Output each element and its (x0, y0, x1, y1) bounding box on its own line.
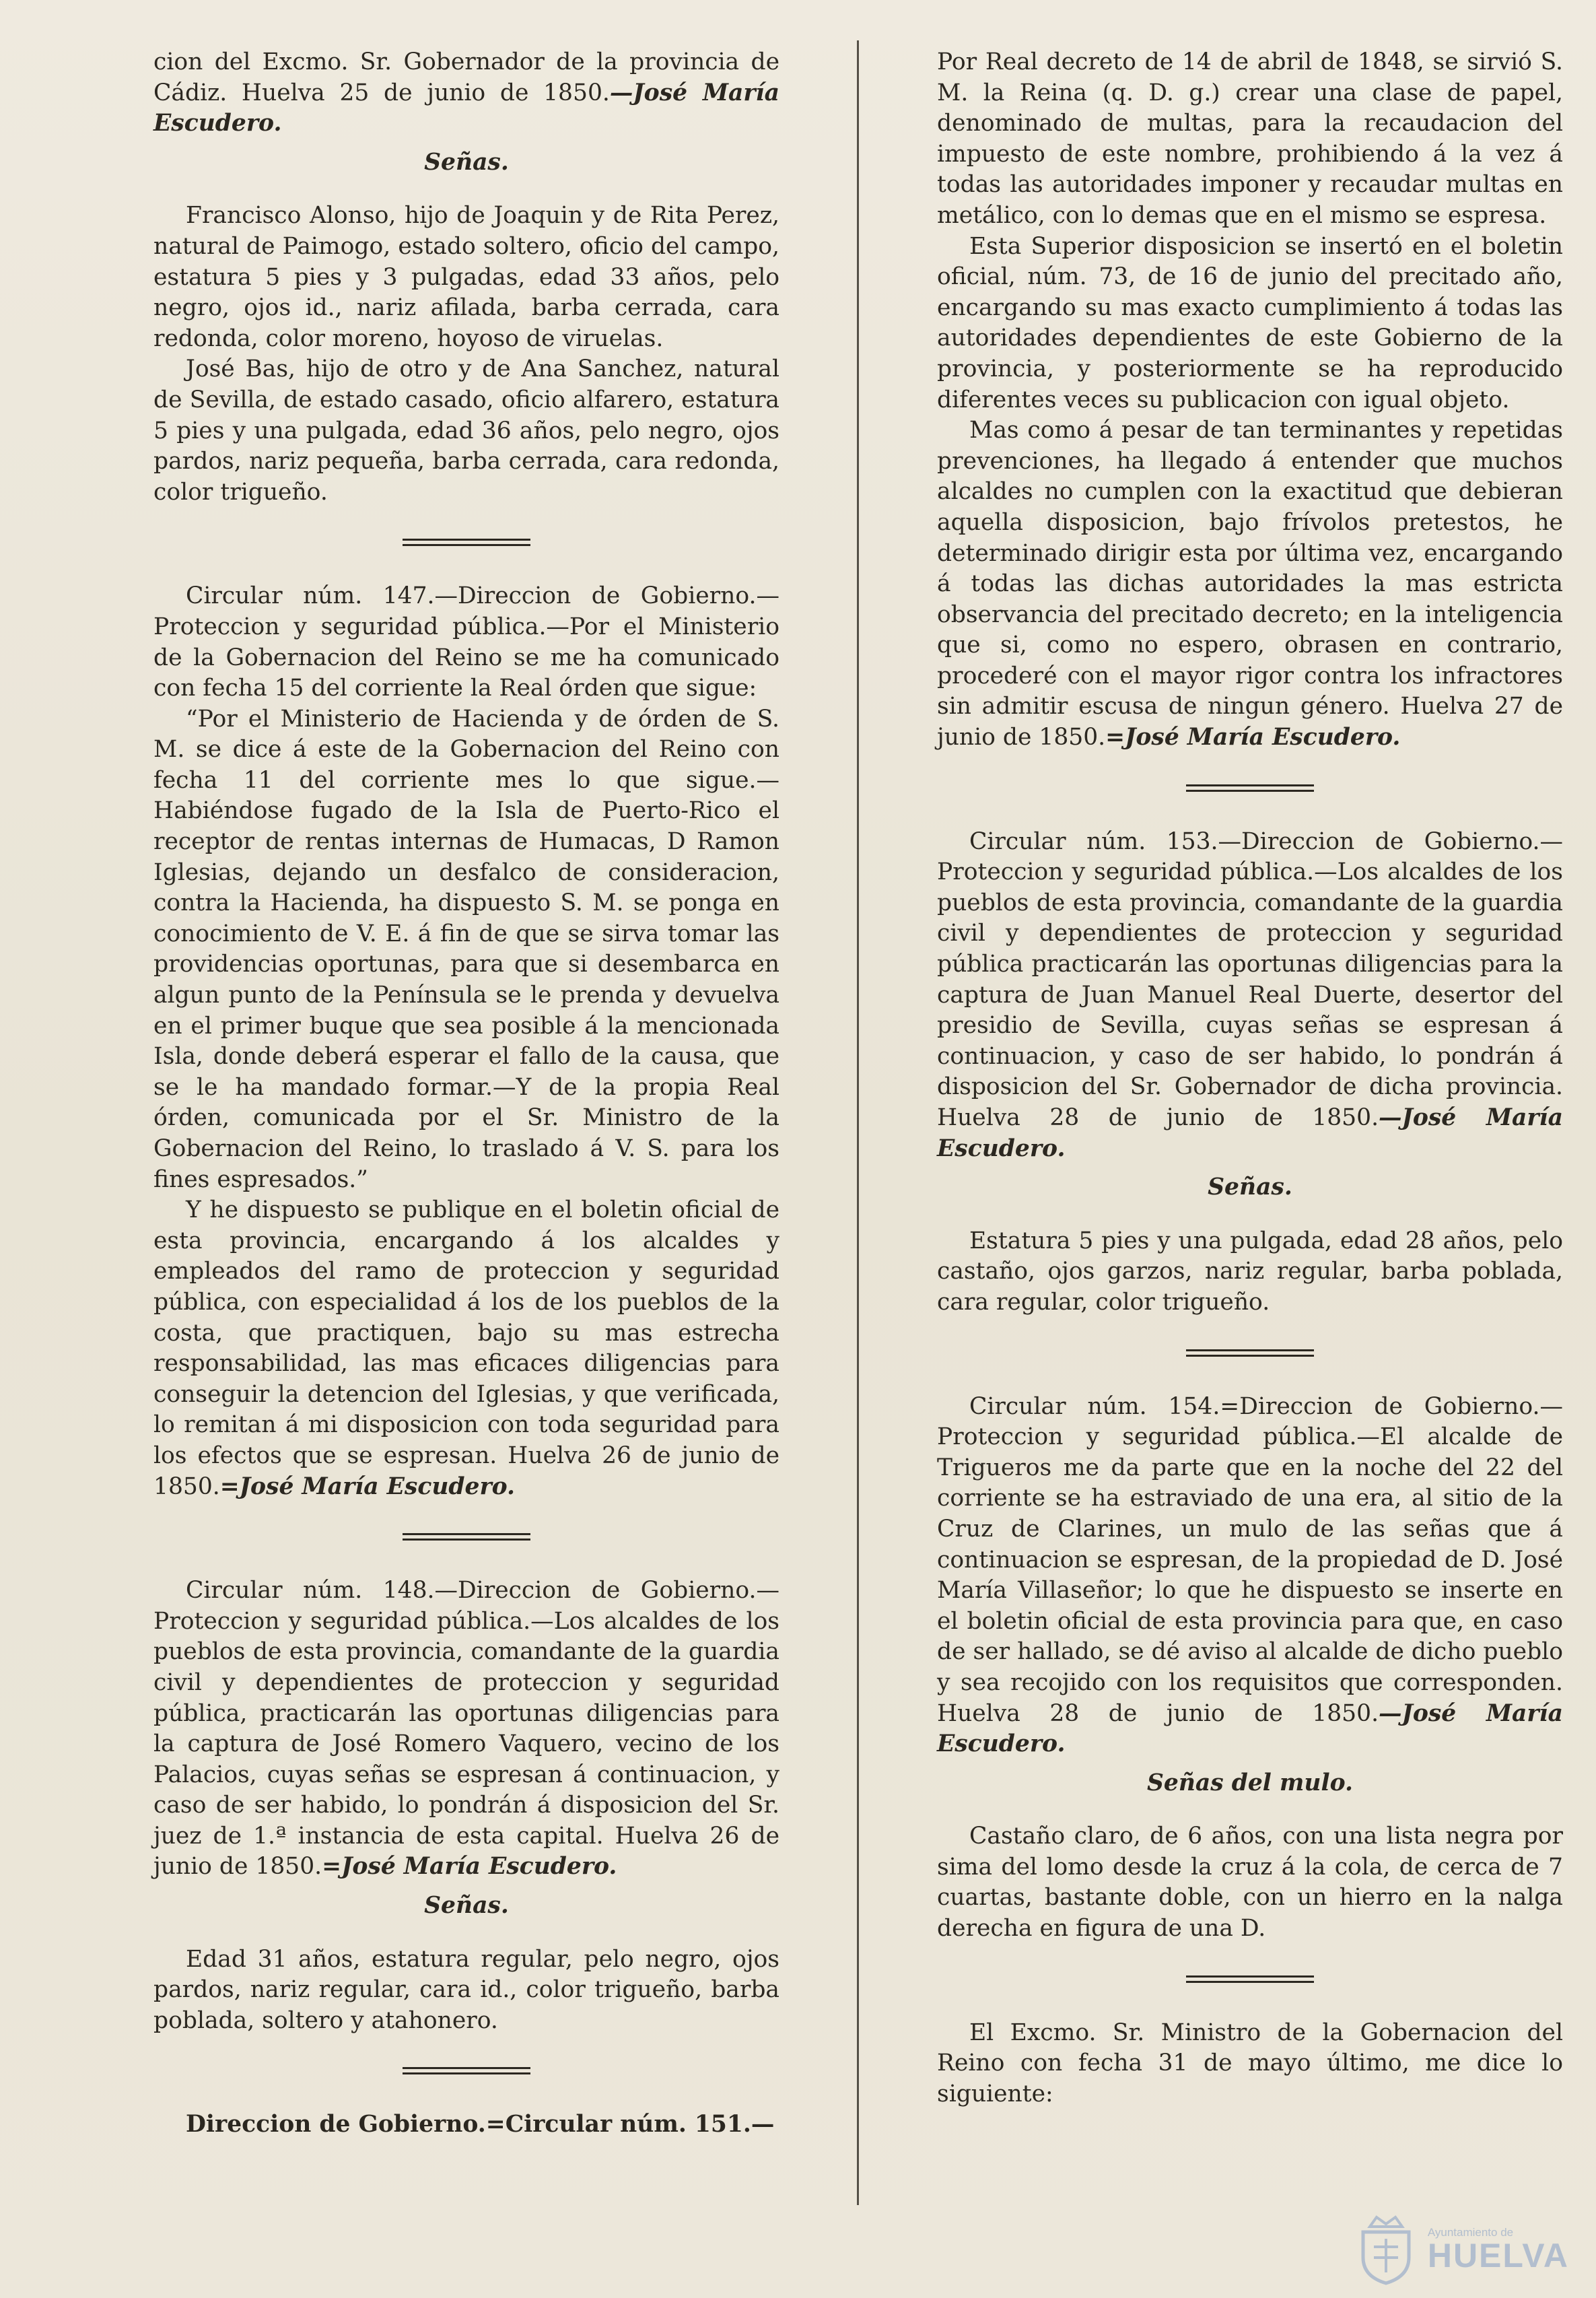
right-column (937, 47, 1563, 2109)
senas-heading: Señas del mulo. (1146, 1769, 1354, 1796)
circular-151-paragraph: Por Real decreto de 14 de abril de 1848, se sirvió S. M. la Reina (q. D. g.) crear una clase de papel, denominado de multas, para la recaudacion del impuesto de este nombre, prohibiendo á la vez á todas las autoridades imponer y recaudar multas en metálico, con lo demas que en el mismo se espresa. (937, 48, 1563, 229)
section-rule (403, 2067, 530, 2074)
crest-icon (1354, 2212, 1418, 2286)
senas-heading: Señas. (1208, 1174, 1292, 1201)
closing-paragraph: El Excmo. Sr. Ministro de la Gobernacion del Reino con fecha 31 de mayo último, me dice lo siguiente: (937, 2019, 1563, 2107)
section-rule (1186, 784, 1314, 792)
section-rule (1186, 1975, 1314, 1983)
circular-148-paragraph: Circular núm. 148.—Direccion de Gobierno.—Proteccion y seguridad pública.—Los alcaldes de los pueblos de esta provincia, comandante de la guardia civil y dependientes de proteccion y seguridad pública, practicarán las oportunas diligencias para la captura de José Romero Vaquero, vecino de los Palacios, cuyas señas se espresan á continuacion, y caso de ser habido, lo pondrán á disposicion del Sr. juez de 1.ª instancia de esta capital. Huelva 26 de junio de 1850.=José María Escudero. (153, 1577, 779, 1881)
circular-151-paragraph: Esta Superior disposicion se insertó en el boletin oficial, núm. 73, de 16 de junio del precitado año, encargando su mas exacto cumplimiento á todas las autoridades dependientes de este Gobierno de la provincia, y posteriormente se ha reproducido diferentes veces su publicacion con igual objeto. (937, 232, 1563, 413)
description-paragraph: José Bas, hijo de otro y de Ana Sanchez, natural de Sevilla, de estado casado, oficio alfarero, estatura 5 pies y una pulgada, edad 36 años, pelo negro, ojos pardos, nariz pequeña, barba cerrada, cara redonda, color trigueño. (153, 356, 779, 506)
senas-heading: Señas. (424, 148, 509, 176)
stamp-text: Ayuntamiento de HUELVA (1427, 2226, 1569, 2274)
circular-151-lead: Direccion de Gobierno.=Circular núm. 151.— (186, 2111, 775, 2138)
circular-147-quote: “Por el Ministerio de Hacienda y de órden de S. M. se dice á este de la Gobernacion del Reino con fecha 11 del corriente mes lo que sigue.—Habiéndose fugado de la Isla de Puerto-Rico el receptor de rentas internas de Humacas, D Ramon Iglesias, dejando un desfalco de consideracion, contra la Hacienda, ha dispuesto S. M. se ponga en conocimiento de V. E. á fin de que se sirva tomar las providencias oportunas, para que si desembarca en algun punto de la Península se le prenda y devuelva en el primer buque que sea posible á la mencionada Isla, donde deberá esperar el fallo de la causa, que se le ha mandado formar.—Y de la propia Real órden, comunicada por el Sr. Ministro de la Gobernacion del Reino, lo traslado á V. S. para los fines espresados.” (153, 705, 779, 1193)
circular-154-paragraph: Circular núm. 154.=Direccion de Gobierno.—Proteccion y seguridad pública.—El alcalde de Trigueros me da parte que en la noche del 22 del corriente se ha estraviado de una era, al sitio de la Cruz de Clarines, un mulo de las señas que á continuacion se espresan, de la propiedad de D. José María Villaseñor; lo que he dispuesto se inserte en el boletin oficial de esta provincia para que, en caso de ser hallado, se dé aviso al alcalde de dicho pueblo y sea recojido con los requisitos que corresponden. Huelva 28 de junio de 1850.—José María Escudero. (937, 1392, 1564, 1758)
circular-151-paragraph: Mas como á pesar de tan terminantes y repetidas prevenciones, ha llegado á entender que muchos alcaldes no cumplen con la exactitud que debieran aquella disposicion, bajo frívolos pretestos, he determinado dirigir esta por última vez, encargando á todas las dichas autoridades la mas estricta observancia del precitado decreto; en la inteligencia que si, como no espero, obrasen en contrario, procederé con el mayor rigor contra los infractores sin admitir escusa de ningun género. Huelva 27 de junio de 1850.=José María Escudero. (937, 417, 1563, 751)
circular-147-paragraph: Circular núm. 147.—Direccion de Gobierno.—Proteccion y seguridad pública.—Por el Ministerio de la Gobernacion del Reino se me ha comunicado con fecha 15 del corriente la Real órden que sigue: (153, 582, 779, 702)
section-rule (403, 539, 530, 546)
left-column (153, 47, 779, 2140)
senas-heading: Señas. (424, 1892, 509, 1920)
intro-paragraph: cion del Excmo. Sr. Gobernador de la provincia de Cádiz. Huelva 25 de junio de 1850.—José María Escudero. (153, 48, 779, 137)
section-rule (1186, 1349, 1314, 1357)
circular-147-order: Y he dispuesto se publique en el boletin oficial de esta provincia, encargando á los alcaldes y empleados del ramo de proteccion y seguridad pública, con especialidad á los de los pueblos de la costa, que practiquen, bajo su mas estrecha responsabilidad, las mas eficaces diligencias para conseguir la detencion del Iglesias, y que verificada, lo remitan á mi disposicion con toda seguridad para los efectos que se espresan. Huelva 26 de junio de 1850.=José María Escudero. (153, 1196, 779, 1500)
circular-153-paragraph: Circular núm. 153.—Direccion de Gobierno.—Proteccion y seguridad pública.—Los alcaldes de los pueblos de esta provincia, comandante de la guardia civil y dependientes de proteccion y seguridad pública practicarán las oportunas diligencias para la captura de Juan Manuel Real Duerte, desertor del presidio de Sevilla, cuyas señas se espresan á continuacion, y caso de ser habido, lo pondrán á disposicion del Sr. Gobernador de dicha provincia. Huelva 28 de junio de 1850.—José María Escudero. (937, 827, 1564, 1162)
description-paragraph: Castaño claro, de 6 años, con una lista negra por sima del lomo desde la cruz á la cola, de cerca de 7 cuartas, bastante doble, con un hierro en la nalga derecha en figura de una D. (937, 1823, 1563, 1942)
description-paragraph: Francisco Alonso, hijo de Joaquin y de Rita Perez, natural de Paimogo, estado soltero, oficio del campo, estatura 5 pies y 3 pulgadas, edad 33 años, pelo negro, ojos id., nariz afilada, barba cerrada, cara redonda, color moreno, hoyoso de viruelas. (153, 202, 779, 352)
column-divider (857, 40, 859, 2205)
description-paragraph: Edad 31 años, estatura regular, pelo negro, ojos pardos, nariz regular, cara id., color trigueño, barba poblada, soltero y atahonero. (153, 1945, 779, 2034)
section-rule (403, 1533, 530, 1541)
description-paragraph: Estatura 5 pies y una pulgada, edad 28 años, pelo castaño, ojos garzos, nariz regular, barba poblada, cara regular, color trigueño. (937, 1227, 1563, 1316)
watermark-stamp (1354, 2212, 1569, 2286)
